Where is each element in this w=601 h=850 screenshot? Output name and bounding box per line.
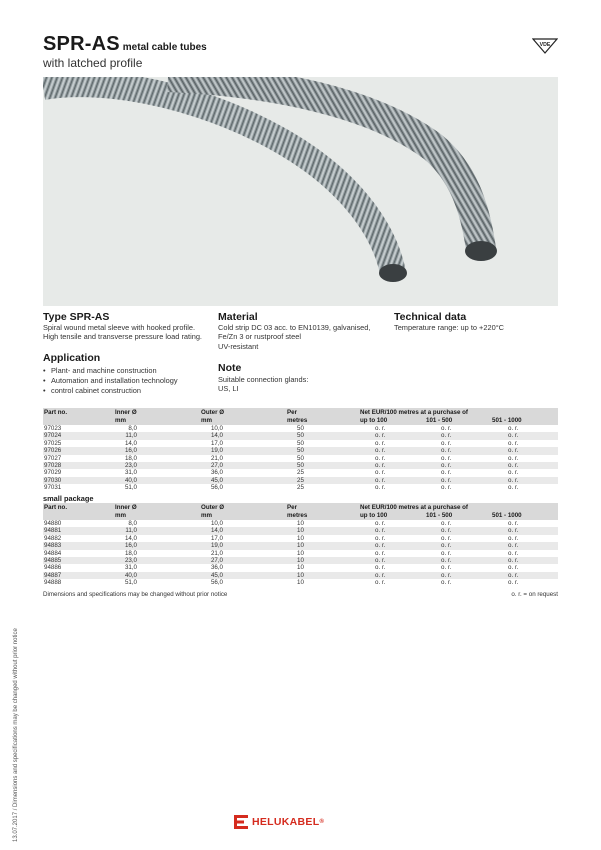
note-line: US, LI bbox=[218, 384, 239, 394]
metal-tube-image bbox=[43, 77, 558, 306]
cell-price-2: o. r. bbox=[441, 579, 452, 587]
cell-outer: 17,0 bbox=[210, 439, 223, 447]
cell-price-3: o. r. bbox=[508, 469, 519, 477]
cell-outer: 21,0 bbox=[210, 549, 223, 557]
col-net-price: Net EUR/100 metres at a purchase of bbox=[360, 409, 468, 416]
cell-part-no: 94882 bbox=[44, 534, 62, 542]
cell-outer: 17,0 bbox=[210, 534, 223, 542]
col-per-unit: metres bbox=[287, 416, 308, 424]
cell-part-no: 97027 bbox=[44, 454, 62, 462]
cell-price-3: o. r. bbox=[508, 461, 519, 469]
material-line: Fe/Zn 3 or rustproof steel bbox=[218, 332, 301, 342]
side-date-disclaimer: 13.07.2017 / Dimensions and specifications may be changed without prior notice bbox=[13, 628, 19, 842]
cell-price-2: o. r. bbox=[441, 527, 452, 535]
cell-outer: 27,0 bbox=[210, 556, 223, 564]
cell-outer: 45,0 bbox=[210, 571, 223, 579]
vde-badge-text: VDE bbox=[539, 42, 551, 48]
helukabel-mark-icon bbox=[234, 815, 248, 829]
cell-inner: 23,0 bbox=[124, 556, 137, 564]
table-row bbox=[43, 579, 558, 586]
table-row bbox=[43, 440, 558, 447]
col-net-price: Net EUR/100 metres at a purchase of bbox=[360, 504, 468, 511]
table-row bbox=[43, 550, 558, 557]
technical-line: Temperature range: up to +220°C bbox=[394, 323, 504, 332]
cell-outer: 14,0 bbox=[210, 432, 223, 440]
note-line: Suitable connection glands: bbox=[218, 375, 309, 384]
type-line: Spiral wound metal sleeve with hooked profile. bbox=[43, 323, 196, 332]
cell-inner: 16,0 bbox=[124, 447, 137, 455]
cell-part-no: 94884 bbox=[44, 549, 62, 557]
table-row bbox=[43, 432, 558, 439]
col-part-no: Part no. bbox=[44, 504, 68, 511]
cell-price-1: o. r. bbox=[375, 571, 386, 579]
cell-price-3: o. r. bbox=[508, 579, 519, 587]
cell-price-1: o. r. bbox=[375, 425, 386, 432]
cell-inner: 23,0 bbox=[124, 461, 137, 469]
cell-price-3: o. r. bbox=[508, 447, 519, 455]
cell-inner: 40,0 bbox=[124, 476, 137, 484]
col-outer-unit: mm bbox=[201, 511, 213, 519]
cell-inner: 16,0 bbox=[124, 542, 137, 550]
cell-price-2: o. r. bbox=[441, 461, 452, 469]
table-body bbox=[43, 425, 558, 492]
cell-part-no: 97026 bbox=[44, 447, 62, 455]
cell-price-3: o. r. bbox=[508, 454, 519, 462]
cell-part-no: 94881 bbox=[44, 527, 62, 535]
cell-price-3: o. r. bbox=[508, 556, 519, 564]
cell-outer: 45,0 bbox=[210, 476, 223, 484]
col-price-3: 501 - 1000 bbox=[492, 416, 522, 424]
cell-per: 50 bbox=[297, 454, 304, 462]
cell-price-2: o. r. bbox=[441, 439, 452, 447]
product-category: metal cable tubes bbox=[122, 42, 207, 53]
cell-inner: 40,0 bbox=[124, 571, 137, 579]
cell-price-2: o. r. bbox=[441, 556, 452, 564]
cell-per: 50 bbox=[297, 425, 304, 432]
application-item: • Automation and installation technology bbox=[43, 376, 178, 386]
cell-price-2: o. r. bbox=[441, 542, 452, 550]
page-title bbox=[43, 33, 207, 56]
cell-outer: 27,0 bbox=[210, 461, 223, 469]
tube-left-opening bbox=[379, 264, 407, 282]
cell-outer: 19,0 bbox=[210, 542, 223, 550]
cell-per: 50 bbox=[297, 432, 304, 440]
material-description bbox=[218, 323, 370, 351]
col-part-no: Part no. bbox=[44, 409, 68, 416]
cell-price-3: o. r. bbox=[508, 520, 519, 527]
cell-price-2: o. r. bbox=[441, 571, 452, 579]
cell-part-no: 94886 bbox=[44, 564, 62, 572]
col-outer: Outer Ø bbox=[201, 409, 225, 416]
table-row bbox=[43, 520, 558, 527]
table-row bbox=[43, 484, 558, 491]
cell-price-3: o. r. bbox=[508, 476, 519, 484]
cell-price-3: o. r. bbox=[508, 534, 519, 542]
cell-per: 10 bbox=[297, 579, 304, 587]
col-price-3: 501 - 1000 bbox=[492, 511, 522, 519]
application-heading: Application bbox=[43, 352, 101, 364]
table-row bbox=[43, 572, 558, 579]
brand-name: HELUKABEL bbox=[252, 816, 320, 828]
cell-part-no: 97030 bbox=[44, 476, 62, 484]
table-row bbox=[43, 469, 558, 476]
cell-price-1: o. r. bbox=[375, 579, 386, 587]
cell-part-no: 94883 bbox=[44, 542, 62, 550]
cell-price-2: o. r. bbox=[441, 432, 452, 440]
cell-part-no: 97024 bbox=[44, 432, 62, 440]
col-price-1: up to 100 bbox=[360, 416, 388, 424]
small-package-table bbox=[43, 503, 558, 587]
cell-inner: 8,0 bbox=[128, 425, 137, 432]
cell-per: 10 bbox=[297, 564, 304, 572]
type-heading: Type SPR-AS bbox=[43, 311, 110, 323]
cell-price-2: o. r. bbox=[441, 484, 452, 492]
cell-per: 25 bbox=[297, 484, 304, 492]
cell-inner: 14,0 bbox=[124, 439, 137, 447]
cell-part-no: 94885 bbox=[44, 556, 62, 564]
table-header bbox=[43, 503, 558, 520]
col-inner-unit: mm bbox=[115, 511, 127, 519]
cell-outer: 10,0 bbox=[210, 425, 223, 432]
col-price-2: 101 - 500 bbox=[426, 511, 453, 519]
cell-price-2: o. r. bbox=[441, 425, 452, 432]
cell-inner: 11,0 bbox=[125, 527, 137, 535]
technical-description bbox=[394, 323, 504, 332]
cell-per: 25 bbox=[297, 469, 304, 477]
footnote-legend: o. r. = on request bbox=[511, 591, 558, 598]
cell-part-no: 94887 bbox=[44, 571, 62, 579]
cell-per: 50 bbox=[297, 461, 304, 469]
cell-price-1: o. r. bbox=[375, 542, 386, 550]
cell-inner: 11,0 bbox=[125, 432, 137, 440]
cell-price-2: o. r. bbox=[441, 454, 452, 462]
col-price-2: 101 - 500 bbox=[426, 416, 453, 424]
table-row bbox=[43, 477, 558, 484]
cell-inner: 18,0 bbox=[124, 454, 137, 462]
cell-part-no: 97031 bbox=[44, 484, 62, 492]
cell-price-1: o. r. bbox=[375, 432, 386, 440]
cell-per: 10 bbox=[297, 520, 304, 527]
cell-price-1: o. r. bbox=[375, 520, 386, 527]
cell-outer: 56,0 bbox=[210, 484, 223, 492]
cell-price-2: o. r. bbox=[441, 447, 452, 455]
table-row bbox=[43, 455, 558, 462]
cell-price-1: o. r. bbox=[375, 447, 386, 455]
table-row bbox=[43, 564, 558, 571]
col-inner-unit: mm bbox=[115, 416, 127, 424]
cell-part-no: 97025 bbox=[44, 439, 62, 447]
cell-per: 10 bbox=[297, 534, 304, 542]
cell-price-1: o. r. bbox=[375, 527, 386, 535]
cell-price-3: o. r. bbox=[508, 432, 519, 440]
cell-price-3: o. r. bbox=[508, 542, 519, 550]
material-line: Cold strip DC 03 acc. to EN10139, galvanised, bbox=[218, 323, 371, 332]
cell-price-1: o. r. bbox=[375, 461, 386, 469]
cell-inner: 14,0 bbox=[124, 534, 137, 542]
cell-price-1: o. r. bbox=[375, 439, 386, 447]
product-name: SPR-AS bbox=[43, 33, 120, 55]
cell-outer: 21,0 bbox=[210, 454, 223, 462]
material-heading: Material bbox=[218, 311, 258, 323]
table-row bbox=[43, 462, 558, 469]
type-line: High tensile and transverse pressure load rating. bbox=[43, 332, 202, 342]
table-row bbox=[43, 527, 558, 534]
cell-price-2: o. r. bbox=[441, 520, 452, 527]
cell-price-1: o. r. bbox=[375, 469, 386, 477]
col-per: Per bbox=[287, 409, 297, 416]
table-row bbox=[43, 535, 558, 542]
cell-price-3: o. r. bbox=[508, 425, 519, 432]
application-item: • control cabinet construction bbox=[43, 386, 178, 396]
cell-price-3: o. r. bbox=[508, 439, 519, 447]
col-outer: Outer Ø bbox=[201, 504, 225, 511]
cell-per: 25 bbox=[297, 476, 304, 484]
cell-inner: 8,0 bbox=[128, 520, 137, 527]
cell-outer: 14,0 bbox=[210, 527, 223, 535]
cell-part-no: 97028 bbox=[44, 461, 62, 469]
cell-inner: 51,0 bbox=[124, 579, 137, 587]
cell-outer: 36,0 bbox=[210, 564, 223, 572]
table-row bbox=[43, 447, 558, 454]
cell-part-no: 94888 bbox=[44, 579, 62, 587]
cell-price-2: o. r. bbox=[441, 476, 452, 484]
cell-outer: 10,0 bbox=[210, 520, 223, 527]
cell-per: 10 bbox=[297, 556, 304, 564]
cell-per: 50 bbox=[297, 447, 304, 455]
col-inner: Inner Ø bbox=[115, 504, 137, 511]
cell-part-no: 97029 bbox=[44, 469, 62, 477]
technical-heading: Technical data bbox=[394, 311, 467, 323]
cell-part-no: 97023 bbox=[44, 425, 62, 432]
application-list bbox=[43, 366, 178, 396]
cell-per: 10 bbox=[297, 527, 304, 535]
col-outer-unit: mm bbox=[201, 416, 213, 424]
cell-price-2: o. r. bbox=[441, 534, 452, 542]
cell-price-2: o. r. bbox=[441, 549, 452, 557]
table-row bbox=[43, 425, 558, 432]
cell-inner: 51,0 bbox=[124, 484, 137, 492]
cell-inner: 18,0 bbox=[124, 549, 137, 557]
tube-right-opening bbox=[465, 241, 497, 261]
cell-price-3: o. r. bbox=[508, 527, 519, 535]
helukabel-logo bbox=[234, 815, 324, 829]
cell-price-3: o. r. bbox=[508, 484, 519, 492]
cell-inner: 31,0 bbox=[124, 469, 137, 477]
cell-per: 10 bbox=[297, 542, 304, 550]
cell-per: 10 bbox=[297, 549, 304, 557]
col-per: Per bbox=[287, 504, 297, 511]
product-photo bbox=[43, 77, 558, 306]
table-body bbox=[43, 520, 558, 587]
table-header bbox=[43, 408, 558, 425]
table-row bbox=[43, 557, 558, 564]
cell-price-1: o. r. bbox=[375, 476, 386, 484]
cell-per: 50 bbox=[297, 439, 304, 447]
table-row bbox=[43, 542, 558, 549]
parts-table bbox=[43, 408, 558, 492]
cell-price-1: o. r. bbox=[375, 549, 386, 557]
col-price-1: up to 100 bbox=[360, 511, 388, 519]
cell-outer: 56,0 bbox=[210, 579, 223, 587]
cell-price-1: o. r. bbox=[375, 564, 386, 572]
cell-price-3: o. r. bbox=[508, 549, 519, 557]
note-heading: Note bbox=[218, 362, 242, 374]
cell-price-1: o. r. bbox=[375, 484, 386, 492]
small-package-heading: small package bbox=[43, 494, 94, 503]
material-line: UV-resistant bbox=[218, 341, 259, 351]
footnote-disclaimer: Dimensions and specifications may be changed without prior notice bbox=[43, 591, 228, 598]
application-item: • Plant- and machine construction bbox=[43, 366, 178, 376]
cell-inner: 31,0 bbox=[124, 564, 137, 572]
cell-outer: 36,0 bbox=[210, 469, 223, 477]
cell-per: 10 bbox=[297, 571, 304, 579]
brand-registered-mark: ® bbox=[319, 819, 325, 825]
cell-price-3: o. r. bbox=[508, 571, 519, 579]
col-inner: Inner Ø bbox=[115, 409, 137, 416]
cell-outer: 19,0 bbox=[210, 447, 223, 455]
cell-price-1: o. r. bbox=[375, 534, 386, 542]
cell-price-1: o. r. bbox=[375, 454, 386, 462]
type-description bbox=[43, 323, 202, 342]
cell-price-2: o. r. bbox=[441, 564, 452, 572]
vde-badge-icon bbox=[532, 38, 558, 54]
cell-part-no: 94880 bbox=[44, 520, 62, 527]
note-description bbox=[218, 375, 308, 394]
cell-price-1: o. r. bbox=[375, 556, 386, 564]
product-subtitle: with latched profile bbox=[43, 56, 143, 70]
cell-price-2: o. r. bbox=[441, 469, 452, 477]
col-per-unit: metres bbox=[287, 511, 308, 519]
cell-price-3: o. r. bbox=[508, 564, 519, 572]
